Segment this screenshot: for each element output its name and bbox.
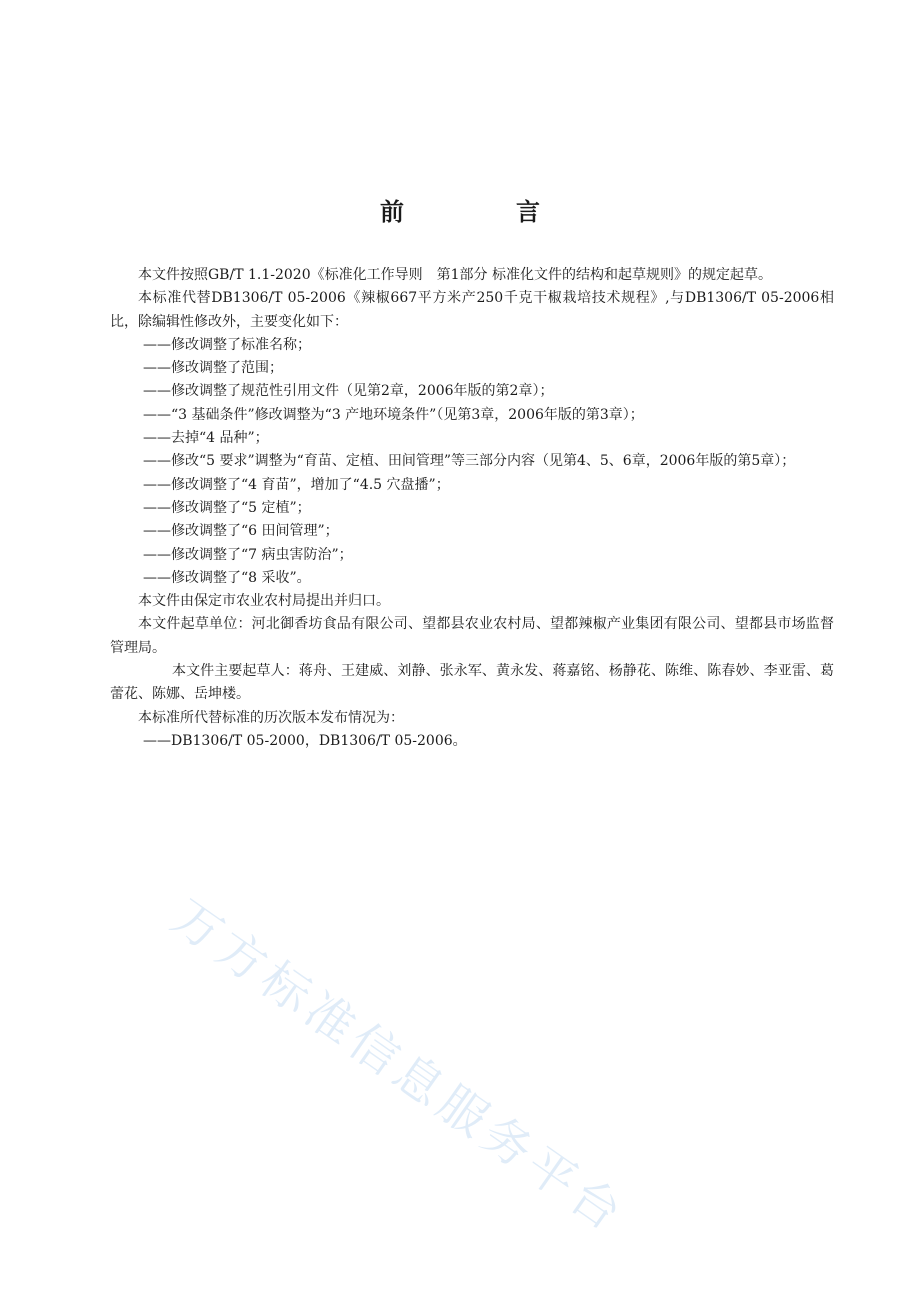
paragraph-drafters: 本文件主要起草人：蒋舟、王建威、刘静、张永军、黄永发、蒋嘉铭、杨静花、陈维、陈春妙、李亚雷、葛蕾花、陈娜、岳坤楼。	[110, 663, 834, 703]
history-item: ——DB1306/T 05-2000，DB1306/T 05-2006。	[143, 732, 467, 749]
change-item: ——修改调整了“6 田间管理”；	[143, 523, 339, 540]
change-item: ——修改调整了“5 定植”；	[143, 499, 311, 516]
change-item: ——“3 基础条件”修改调整为“3 产地环境条件”（见第3章，2006年版的第3章）；	[143, 406, 644, 423]
paragraph-drafting-basis: 本文件按照GB/T 1.1-2020《标准化工作导则 第1部分 标准化文件的结构和起草规则》的规定起草。	[138, 267, 772, 283]
paragraph-replacement: 本标准代替DB1306/T 05-2006《辣椒667平方米产250千克干椒栽培技术规程》,与DB1306/T 05-2006相比，除编辑性修改外，主要变化如下：	[110, 290, 834, 330]
page-title: 前 言	[380, 198, 584, 226]
foreword-body	[110, 264, 834, 753]
change-item: ——修改调整了“7 病虫害防治”；	[143, 546, 353, 563]
change-item: ——修改调整了“4 育苗”，增加了“4.5 穴盘播”；	[143, 476, 450, 493]
change-item: ——修改调整了规范性引用文件（见第2章，2006年版的第2章）；	[143, 383, 554, 400]
watermark: 万方标准信息服务平台	[161, 889, 637, 1245]
paragraph-history-intro: 本标准所代替标准的历次版本发布情况为：	[138, 709, 404, 726]
change-item: ——修改调整了标准名称；	[143, 336, 311, 353]
change-item: ——修改调整了范围；	[143, 360, 283, 377]
change-item: ——去掉“4 品种”；	[143, 430, 269, 447]
paragraph-proposer: 本文件由保定市农业农村局提出并归口。	[138, 593, 390, 610]
change-item: ——修改“5 要求”调整为“育苗、定植、田间管理”等三部分内容（见第4、5、6章，2006年版的第5章）；	[143, 453, 796, 470]
paragraph-drafting-units: 本文件起草单位：河北御香坊食品有限公司、望都县农业农村局、望都辣椒产业集团有限公司、望都县市场监督管理局。	[110, 616, 834, 656]
change-item: ——修改调整了“8 采收”。	[143, 569, 311, 586]
